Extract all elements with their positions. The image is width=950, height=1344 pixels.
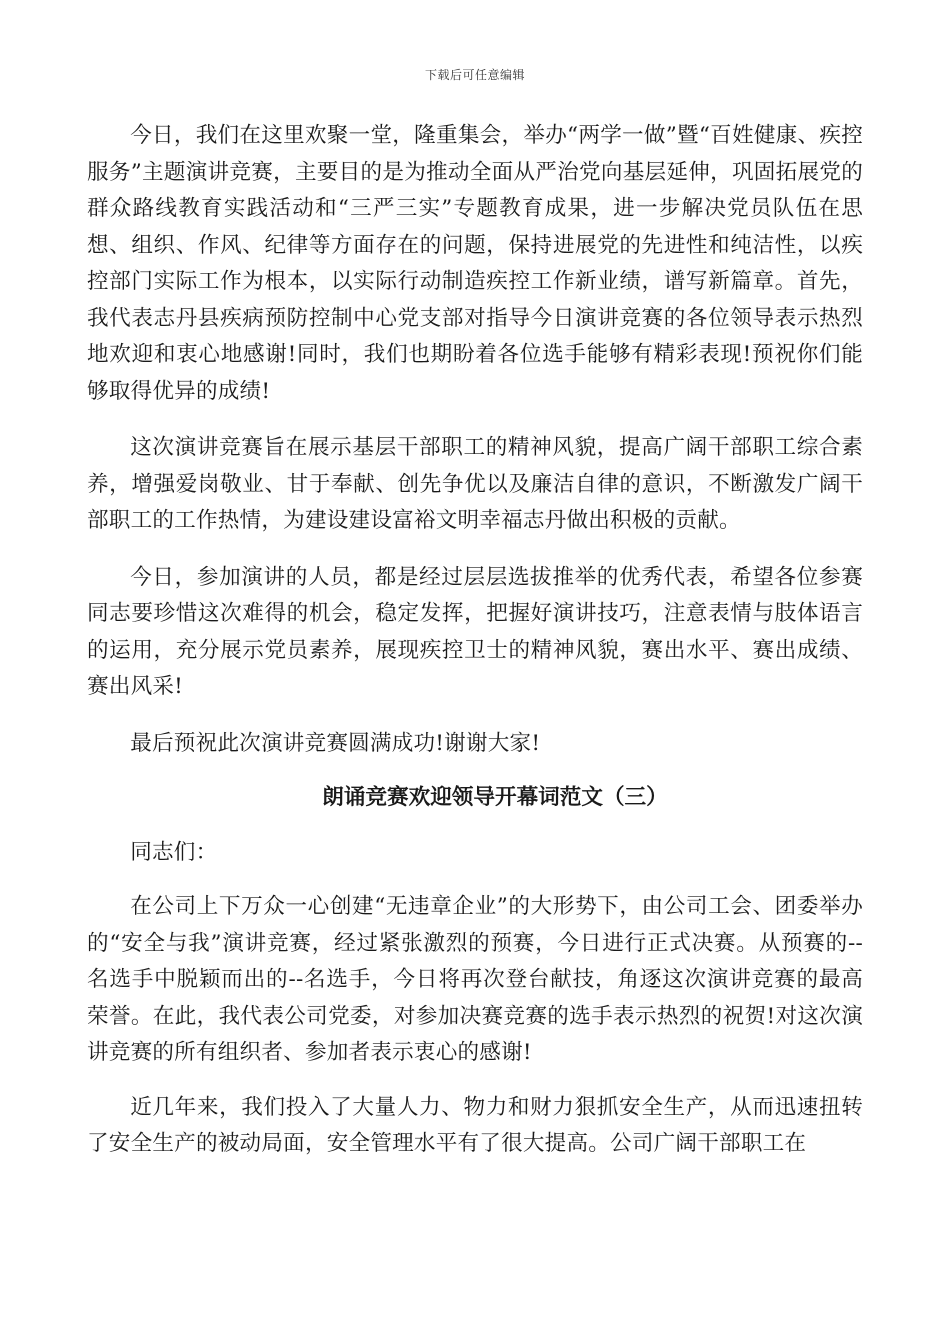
section-title: 朗诵竞赛欢迎领导开幕词范文（三） <box>322 785 668 810</box>
paragraph-closing: 最后预祝此次演讲竞赛圆满成功!谢谢大家! <box>130 730 541 756</box>
paragraph-participants: 今日，参加演讲的人员，都是经过层层选拔推举的优秀代表，希望各位参赛同志要珍惜这次难得的机会，稳定发挥，把握好演讲技巧，注意表情与肢体语言的运用，充分展示党员素养，展现疾控卫士的精神风貌，赛出水平、赛出成绩、赛出风采! <box>87 564 863 699</box>
paragraph-purpose: 这次演讲竞赛旨在展示基层干部职工的精神风貌，提高广阔干部职工综合素养，增强爱岗敬业、甘于奉献、创先争优以及廉洁自律的意识，不断激发广阔干部职工的工作热情，为建设建设富裕文明幸福志丹做出积极的贡献。 <box>87 435 863 533</box>
header-note: 下载后可任意编辑 <box>424 68 525 82</box>
paragraph-opening: 今日，我们在这里欢聚一堂，隆重集会，举办“两学一做”暨“百姓健康、疾控服务”主题演讲竞赛，主要目的是为推动全面从严治党向基层延伸，巩固拓展党的群众路线教育实践活动和“三严三实”专题教育成果，进一步解决党员队伍在思想、组织、作风、纪律等方面存在的问题，保持进展党的先进性和纯洁性，以疾控部门实际工作为根本，以实际行动制造疾控工作新业绩，谱写新篇章。首先，我代表志丹县疾病预防控制中心党支部对指导今日演讲竞赛的各位领导表示热烈地欢迎和衷心地感谢!同时，我们也期盼着各位选手能够有精彩表现!预祝你们能够取得优异的成绩! <box>87 123 863 404</box>
salutation: 同志们： <box>130 839 218 865</box>
document-body <box>87 118 863 1163</box>
paragraph-competition: 在公司上下万众一心创建“无违章企业”的大形势下，由公司工会、团委举办的“安全与我”演讲竞赛，经过紧张激烈的预赛，今日进行正式决赛。从预赛的--名选手中脱颖而出的--名选手，今日将再次登台献技，角逐这次演讲竞赛的最高荣誉。在此，我代表公司党委，对参加决赛竞赛的选手表示热烈的祝贺!对这次演讲竞赛的所有组织者、参加者表示衷心的感谢! <box>87 894 863 1065</box>
paragraph-safety: 近几年来，我们投入了大量人力、物力和财力狠抓安全生产，从而迅速扭转了安全生产的被动局面，安全管理水平有了很大提高。公司广阔干部职工在 <box>87 1094 863 1156</box>
